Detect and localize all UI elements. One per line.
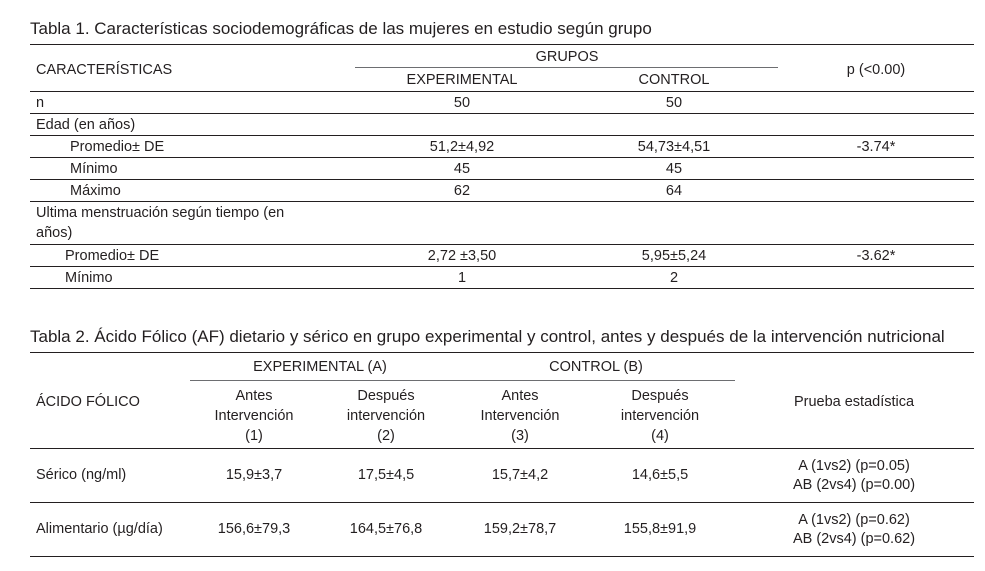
row-label: Promedio± DE (65, 248, 160, 264)
column-header-line2: intervención (346, 408, 426, 424)
row-rule (30, 157, 974, 158)
cell-value: 14,6±5,5 (631, 467, 689, 483)
cell-test-line2: AB (2vs4) (p=0.00) (792, 477, 916, 493)
row-label: Promedio± DE (70, 139, 165, 155)
cell-experimental: 45 (453, 161, 471, 177)
column-header-line2: intervención (620, 408, 700, 424)
cell-p: -3.62* (856, 248, 896, 264)
row-label: n (36, 95, 45, 111)
row-label-continued: años) (36, 225, 73, 241)
row-label: Edad (en años) (36, 117, 136, 133)
groups-rule (190, 380, 735, 381)
column-header-line3: (4) (651, 428, 669, 444)
groups-rule (355, 67, 778, 68)
cell-control: 50 (665, 95, 683, 111)
cell-test-line2: AB (2vs4) (p=0.62) (792, 531, 916, 547)
header-test: Prueba estadística (793, 394, 915, 410)
cell-value: 15,9±3,7 (225, 467, 283, 483)
column-header (215, 386, 294, 446)
column-header-line1: Antes (501, 388, 539, 404)
table2-bottom-rule (30, 556, 974, 557)
table1-caption: Tabla 1. Características sociodemográficas de las mujeres en estudio según grupo (30, 19, 652, 38)
cell-control: 54,73±4,51 (637, 139, 711, 155)
column-header (347, 386, 425, 446)
header-experimental: EXPERIMENTAL (406, 72, 518, 88)
row-rule (30, 113, 974, 114)
header-groups: GRUPOS (535, 49, 599, 65)
table1-bottom-rule (30, 288, 974, 289)
row-label: Máximo (70, 183, 121, 199)
cell-control: 2 (669, 270, 679, 286)
table2-caption: Tabla 2. Ácido Fólico (AF) dietario y sérico en grupo experimental y control, antes y después de la intervención nutricional (30, 327, 945, 346)
cell-experimental: 1 (457, 270, 467, 286)
cell-value: 156,6±79,3 (217, 521, 291, 537)
cell-p: -3.74* (856, 139, 896, 155)
cell-experimental: 2,72 ±3,50 (427, 248, 497, 264)
row-label: Mínimo (70, 161, 118, 177)
cell-value: 164,5±76,8 (349, 521, 423, 537)
column-header-line3: (2) (377, 428, 395, 444)
cell-control: 64 (665, 183, 683, 199)
cell-value: 17,5±4,5 (357, 467, 415, 483)
row-label: Sérico (ng/ml) (36, 467, 127, 483)
header-control: CONTROL (638, 72, 710, 88)
row-rule (30, 135, 974, 136)
column-header-line1: Después (357, 388, 415, 404)
table1-header-rule (30, 91, 974, 92)
header-acid: ÁCIDO FÓLICO (36, 394, 140, 410)
table2-top-rule (30, 352, 974, 353)
column-header-line2: Intervención (214, 408, 294, 424)
cell-test-line1: A (1vs2) (p=0.62) (798, 512, 910, 528)
cell-control: 5,95±5,24 (641, 248, 707, 264)
cell-experimental: 62 (453, 183, 471, 199)
row-rule (30, 502, 974, 503)
row-label: Mínimo (65, 270, 113, 286)
header-experimental: EXPERIMENTAL (A) (253, 359, 387, 375)
row-label: Ultima menstruación según tiempo (en (36, 205, 285, 221)
row-rule (30, 266, 974, 267)
header-characteristics: CARACTERÍSTICAS (36, 62, 173, 78)
cell-value: 155,8±91,9 (623, 521, 697, 537)
column-header-line1: Después (631, 388, 689, 404)
header-p: p (<0.00) (846, 62, 906, 78)
row-rule (30, 244, 974, 245)
cell-value: 15,7±4,2 (491, 467, 549, 483)
column-header-line3: (3) (511, 428, 529, 444)
table1-top-rule (30, 44, 974, 45)
cell-experimental: 50 (453, 95, 471, 111)
cell-test-line1: A (1vs2) (p=0.05) (798, 458, 910, 474)
column-header (481, 386, 560, 446)
column-header-line2: Intervención (480, 408, 560, 424)
row-label: Alimentario (µg/día) (36, 521, 163, 537)
cell-control: 45 (665, 161, 683, 177)
column-header (621, 386, 699, 446)
column-header-line3: (1) (245, 428, 263, 444)
cell-experimental: 51,2±4,92 (429, 139, 495, 155)
column-header-line1: Antes (235, 388, 273, 404)
cell-value: 159,2±78,7 (483, 521, 557, 537)
table2-header-rule (30, 448, 974, 449)
row-rule (30, 179, 974, 180)
header-control: CONTROL (B) (549, 359, 643, 375)
row-rule (30, 201, 974, 202)
